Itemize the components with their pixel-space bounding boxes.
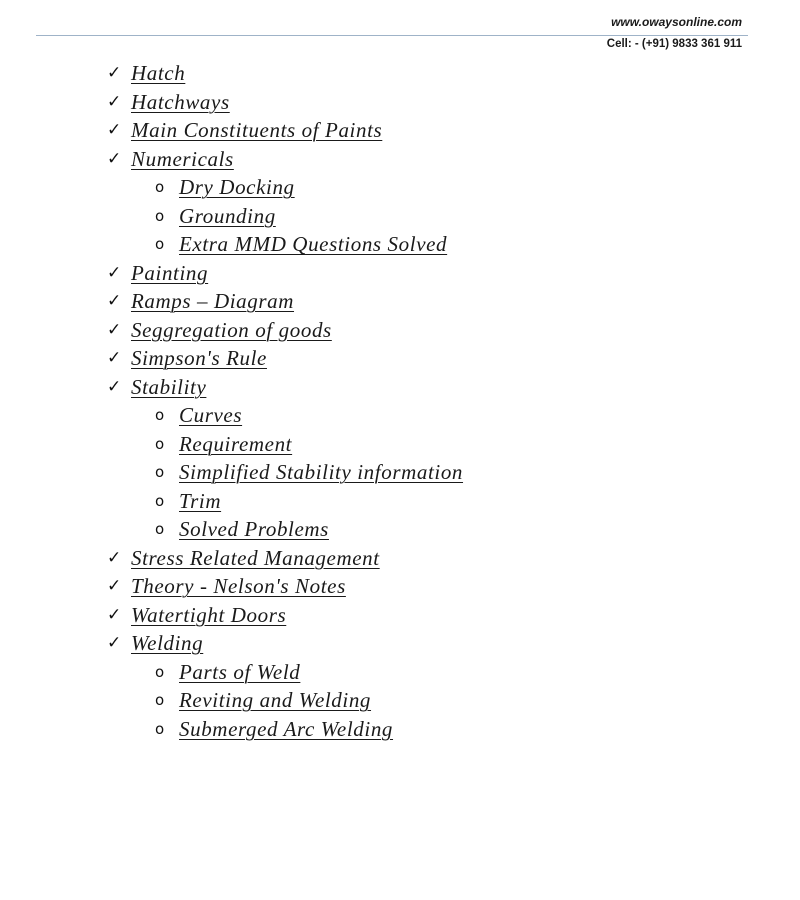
toc-subitem xyxy=(0,487,800,516)
circle-bullet-icon: o xyxy=(155,206,165,225)
toc-subitem xyxy=(0,173,800,202)
toc-item xyxy=(0,116,800,145)
checkmark-icon: ✓ xyxy=(107,291,122,310)
checkmark-icon: ✓ xyxy=(107,604,122,624)
circle-bullet-icon: o xyxy=(155,406,165,424)
toc-item xyxy=(0,88,800,117)
circle-bullet-icon: o xyxy=(155,520,165,538)
checkmark-icon: ✓ xyxy=(107,547,122,567)
toc-link[interactable]: Numericals xyxy=(131,146,234,171)
checkmark-icon: ✓ xyxy=(107,319,122,339)
toc-link[interactable]: Theory - Nelson's Notes xyxy=(131,574,346,598)
table-of-contents xyxy=(0,59,800,743)
toc-link[interactable]: Welding xyxy=(131,631,204,655)
toc-link[interactable]: Stress Related Management xyxy=(131,545,380,570)
toc-subitem xyxy=(0,202,800,231)
circle-bullet-icon: o xyxy=(155,719,165,738)
toc-subitem xyxy=(0,430,800,459)
toc-link[interactable]: Curves xyxy=(179,403,243,427)
checkmark-icon: ✓ xyxy=(107,376,122,396)
checkmark-icon: ✓ xyxy=(107,348,122,367)
toc-subitem xyxy=(0,230,800,259)
toc-subitem xyxy=(0,686,800,715)
checkmark-icon: ✓ xyxy=(107,120,122,139)
toc-link[interactable]: Stability xyxy=(131,374,207,399)
toc-link[interactable]: Hatchways xyxy=(131,89,230,114)
circle-bullet-icon: o xyxy=(155,235,165,253)
toc-item xyxy=(0,572,800,601)
toc-item xyxy=(0,145,800,174)
toc-item xyxy=(0,316,800,345)
toc-item xyxy=(0,373,800,402)
header-phone: Cell: - (+91) 9833 361 911 xyxy=(606,38,742,50)
toc-link[interactable]: Extra MMD Questions Solved xyxy=(179,232,448,256)
toc-link[interactable]: Solved Problems xyxy=(179,517,329,541)
toc-item xyxy=(0,601,800,630)
checkmark-icon: ✓ xyxy=(107,633,122,652)
toc-link[interactable]: Dry Docking xyxy=(179,175,295,199)
toc-link[interactable]: Submerged Arc Welding xyxy=(179,716,394,741)
toc-link[interactable]: Watertight Doors xyxy=(131,602,287,627)
toc-item xyxy=(0,287,800,316)
toc-link[interactable]: Painting xyxy=(131,260,209,285)
checkmark-icon: ✓ xyxy=(107,262,122,282)
circle-bullet-icon: o xyxy=(155,463,165,481)
toc-link[interactable]: Hatch xyxy=(131,61,186,85)
toc-link[interactable]: Reviting and Welding xyxy=(179,688,372,712)
toc-link[interactable]: Simpson's Rule xyxy=(131,346,267,370)
toc-subitem xyxy=(0,715,800,744)
toc-item xyxy=(0,344,800,373)
circle-bullet-icon: o xyxy=(155,662,165,681)
toc-item xyxy=(0,59,800,88)
toc-subitem xyxy=(0,401,800,430)
checkmark-icon: ✓ xyxy=(107,91,122,111)
checkmark-icon: ✓ xyxy=(107,148,122,168)
toc-link[interactable]: Parts of Weld xyxy=(179,659,301,684)
toc-subitem xyxy=(0,658,800,687)
checkmark-icon: ✓ xyxy=(107,63,122,82)
toc-link[interactable]: Grounding xyxy=(179,203,276,228)
circle-bullet-icon: o xyxy=(155,691,165,709)
toc-item xyxy=(0,544,800,573)
toc-link[interactable]: Ramps – Diagram xyxy=(131,289,295,313)
toc-link[interactable]: Simplified Stability information xyxy=(179,460,464,484)
toc-link[interactable]: Main Constituents of Paints xyxy=(131,118,383,142)
header-divider xyxy=(36,35,748,36)
toc-link[interactable]: Seggregation of goods xyxy=(131,317,332,342)
toc-subitem xyxy=(0,458,800,487)
toc-link[interactable]: Trim xyxy=(179,488,222,513)
toc-link[interactable]: Requirement xyxy=(179,431,293,456)
toc-subitem xyxy=(0,515,800,544)
circle-bullet-icon: o xyxy=(155,434,165,453)
header-website: www.owaysonline.com xyxy=(611,15,742,29)
circle-bullet-icon: o xyxy=(155,178,165,196)
checkmark-icon: ✓ xyxy=(107,576,122,595)
toc-item xyxy=(0,259,800,288)
circle-bullet-icon: o xyxy=(155,491,165,510)
toc-item xyxy=(0,629,800,658)
